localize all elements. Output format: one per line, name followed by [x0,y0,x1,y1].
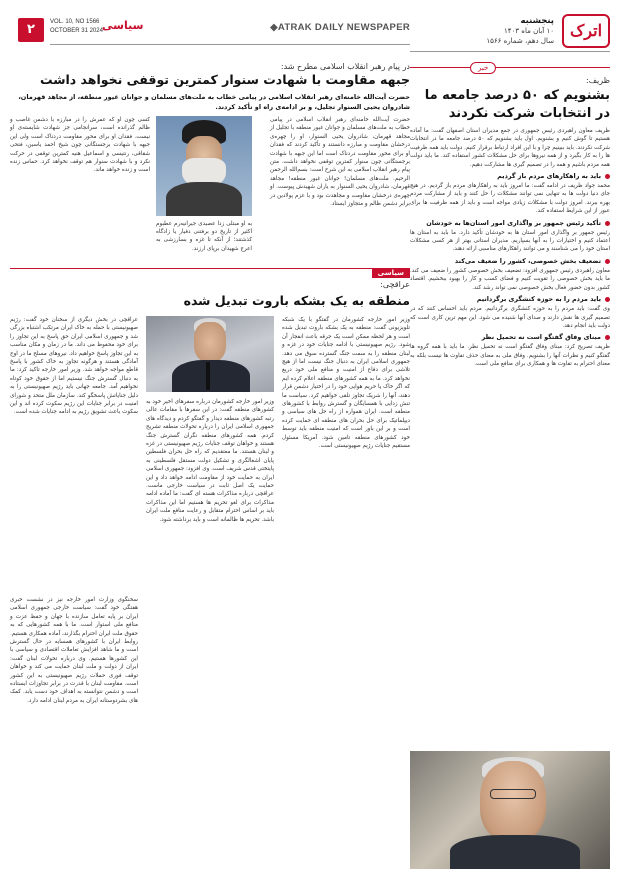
article-column: وزیر امور خارجه کشورمان درباره سفرهای اخیر خود به کشورهای منطقه گفت: در این سفرها با مقامات عالی رتبه کشورهای منطقه دیدار و گفتگو کردم و دیدگاه های جمهوری اسلامی ایران را درباره تحولات منطقه تشریح کردم. همه کشورهای منطقه نگران گسترش جنگ هستند و خواهان توقف جنایات رژیم صهیونیستی در غزه و لبنان هستند. ما معتقدیم که راه حل بحران فلسطین پایان اشغالگری و تشکیل دولت مستقل فلسطینی به پایتختی قدس شریف است. وی افزود: جمهوری اسلامی ایران به حمایت خود از مقاومت ادامه خواهد داد و این حمایت یک اصل ثابت در سیاست خارجی ماست. عراقچی درباره مذاکرات هسته ای گفت: ما آماده ادامه مذاکرات برای لغو تحریم ها هستیم اما این مذاکرات باید بر اساس احترام متقابل و رعایت منافع ملت ایران باشد. تحریم ها ظالمانه است و باید برداشته شود. [146,399,274,523]
article-paragraph: ظریف تصریح کرد: مبنای وفاق گفتگو است نه تحمیل نظر. ما باید با همه گروه ها گفتگو کنیم و نظرات آنها را بشنویم. وفاق ملی به معنای حذف تفاوت ها نیست بلکه به معنای احترام به تفاوت ها و همکاری برای منافع ملی است. [410,344,610,368]
weekday: پنجشنبه [520,16,554,26]
page-number: ۲ [18,18,44,42]
news-badge: خبر [470,62,496,74]
article-subhead: باید به راهکارهای مردم باز گردیم [410,172,610,180]
article-paragraph: ظریف معاون راهبردی رئیس جمهوری در جمع مدیران استان اصفهان گفت: ما آماده هستیم تا گوش کنیم و بشنویم. اول باید بشنویم که ۵۰ درصد جامعه ما در انتخابات شرکت نکردند. باید ببینیم چرا و با این افراد ارتباط برقرار کنیم. دولت باید همه ظرفیت ها را به کار بگیرد و از همه نیروها برای حل مشکلات کشور استفاده کند. ما باید دولت همه مردم باشیم و همه را در تصمیم گیری ها مشارکت دهیم. [410,128,610,168]
header-left [10,14,410,52]
article-column: کسی چون او که عمرش را در مبارزه با دشمن غاصب و ظالم گذرانده است، سرانجامی جز شهادت شایسته‌ی او نیست. فقدان او برای محور مقاومت دردناک است ولی این جبهه با شهادت برجستگانی چون شیخ احمد یاسین، فتحی شقاقی، رنتیسی و اسماعیل هنیه کمترین توقفی در حرکت نکرد و با شهادت سنوار هم توقف نخواهد کرد. حماس زنده است و زنده خواهد ماند. [10,117,150,174]
date-info [486,16,554,46]
atrak-logo: اترک [562,14,610,48]
article-subhead: تضعیف بخش خصوصی، کشور را ضعیف می‌کند [410,257,610,265]
photo-robe [166,182,242,216]
article-paragraph: محمد جواد ظریف در ادامه گفت: ما امروز باید به راهکارهای مردم باز گردیم. در هیچ جای دنیا دولت ها به تنهایی نمی توانند مشکلات را حل کنند و باید از مشارکت مردم بهره ببرند. امروز دولت با مشکلات زیادی مواجه است و باید از همه ظرفیت ها برای عبور از این شرایط استفاده کند. [410,183,610,215]
leader-photo [156,116,252,216]
volume-info [50,18,103,36]
issue-number: سال دهم، شماره ۱۵۶۶ [486,37,554,45]
microphone-icon [206,362,210,390]
issue-date-en: OCTOBER 31 2024 [50,28,103,34]
photo-suit [172,360,250,392]
article-title: بشنویم که ۵۰ درصد جامعه ما در انتخابات شرکت نکردند [424,88,610,121]
politics-section-bar [10,268,410,278]
article-title: منطقه به یک بشکه باروت تبدیل شده [183,293,410,308]
section-title: سیاسی [102,19,144,32]
persian-date: ۱۰ آبان ماه ۱۴۰۳ [504,27,554,35]
header-rule [50,44,410,45]
photo-suit [450,835,580,869]
article-lead: حضرت آیت‌الله خامنه‌ای رهبر انقلاب اسلامی در پیامی خطاب به ملت‌های مسلمان و جوانان غیور منطقه، از مجاهد قهرمان، شادروان یحیی السنوار تجلیل، و بر ادامه‌ی راه او تأکید کردند. [18,93,410,111]
article-paragraph: رئیس جمهور بر واگذاری امور استان ها به خودشان تأکید دارد. ما باید به استان ها اعتماد کنیم و اختیارات را به آنها بسپاریم. مدیران استانی بهتر از هر کسی مشکلات استان خود را می شناسند و می توانند راهکارهای مناسبی ارائه دهند. [410,229,610,253]
article-subhead: مبنای وفاق گفتگو است نه تحمیل نظر [410,333,610,341]
article-kicker: ظریف: [586,76,610,85]
article-kicker: در پیام رهبر انقلاب اسلامی مطرح شد: [280,62,410,71]
article-body [10,116,410,260]
article-column: حضرت آیت‌الله خامنه‌ای رهبر انقلاب اسلامی در پیامی خطاب به ملت‌های مسلمان و جوانان غیور منطقه با تجلیل از مجاهد قهرمان، شادروان یحیی السنوار، او را چهره‌ی درخشان مقاومت و مبارزه دانستند و تأکید کردند که فقدان او برای محور مقاومت دردناک است اما این جبهه با شهادت برجستگانی چون سنوار کمترین توقفی نخواهد داشت. متن پیام رهبر انقلاب اسلامی به این شرح است: بسم‌الله الرحمن الرحیم. ملت‌های مسلمان! جوانان غیور منطقه! مجاهد قهرمان، شادروان یحیی السنوار به یاران شهیدش پیوست. او چهره‌ی درخشان مقاومت و مجاهدت بود و با عزم پولادین در برابر دشمن ظالم و متجاوز ایستاد. [270,117,410,208]
article-column: سخنگوی وزارت امور خارجه نیز در نشست خبری هفتگی خود گفت: سیاست خارجی جمهوری اسلامی ایران بر پایه تعامل سازنده با جهان و حفظ عزت و منافع ملی استوار است. ما با همه کشورهایی که به حقوق ملت ایران احترام بگذارند، آماده همکاری هستیم. روابط ایران با کشورهای همسایه در حال گسترش است و ما شاهد افزایش تعاملات اقتصادی و سیاسی با این کشورها هستیم. وی درباره تحولات لبنان گفت: ایران از دولت و ملت لبنان حمایت می کند و خواهان توقف فوری حملات رژیم صهیونیستی به این کشور است. مقاومت لبنان با قدرت در برابر تجاوزات ایستاده است و دشمن نتوانسته به اهداف خود دست یابد. کمک های بشردوستانه ایران به مردم لبنان ادامه دارد. [10,597,138,704]
header-right [410,14,610,52]
photo-glasses [490,789,536,799]
photo-face [480,761,546,841]
volume-line: VOL. 10, NO 1566 [50,19,100,25]
article-column: عراقچی در بخش دیگری از سخنان خود گفت: رژیم صهیونیستی با حمله به خاک ایران مرتکب اشتباه بزرگی شد و جمهوری اسلامی ایران حق پاسخ به این تجاوز را برای خود محفوظ می داند. ما در زمان و مکان مناسب به این تجاوز پاسخ خواهیم داد. نیروهای مسلح ما در اوج آمادگی هستند و هرگونه تجاوز به خاک کشور با پاسخ قاطع مواجه خواهد شد. وزیر امور خارجه تاکید کرد: ما به دنبال گسترش جنگ نیستیم اما از حقوق خود کوتاه نخواهیم آمد. جامعه جهانی باید رژیم صهیونیستی را به دلیل جنایاتش پاسخگو کند. سازمان ملل متحد و شورای امنیت در برابر جنایات این رژیم سکوت کرده اند و این سکوت باعث تشویق رژیم به ادامه جنایات شده است. [10,317,138,416]
photo-caption: به او مبتلی زدا عصیدی جیرانیه‌رم عطبوم اکثیر از تاریخ دو برفتنی دفیار یا زادگاه کذشتند؛ از آنکه تا غزه و بسارزشی به اعرج شهیدان برپای ارزند. [156,221,252,252]
article-paragraph: وی گفت: باید مردم را به حوزه کنشگری برگردانیم. مردم باید احساس کنند که در تصمیم گیری ها نقش دارند و صدای آنها شنیده می شود. این مهم ترین کاری است که دولت باید انجام دهد. [410,306,610,329]
article-subhead: تأکید رئیس جمهور بر واگذاری امور استان‌ها به خودشان [410,219,610,227]
leader-message-article [10,62,410,260]
right-column-article [410,62,610,369]
article-subhead: باید مردم را به حوزه کنشگری برگردانیم [410,295,610,303]
article-title: جبهه مقاومت با شهادت سنوار کمترین توقفی نخواهد داشت [39,72,410,87]
photo-face [194,322,226,362]
article-paragraph: معاون راهبردی رئیس جمهوری افزود: تضعیف بخش خصوصی کشور را ضعیف می کند. ما باید بخش خصوصی را تقویت کنیم و فضای کسب و کار را بهبود ببخشیم. اقتصاد کشور بدون حضور فعال بخش خصوصی نمی تواند رشد کند. [410,267,610,291]
page-header [10,14,610,52]
araghchi-photo [146,316,274,392]
zarif-photo [410,751,610,869]
article-column: وزیر امور خارجه کشورمان در گفتگو با یک شبکه تلویزیونی گفت: منطقه به یک بشکه باروت تبدیل شده است و هر لحظه ممکن است یک جرقه باعث انفجار آن شود. رژیم صهیونیستی با ادامه جنایات خود در غزه و لبنان منطقه را به سمت جنگ گسترده سوق می دهد. جمهوری اسلامی ایران به دنبال جنگ نیست اما از هیچ تلاشی برای دفاع از امنیت و منافع ملی خود دریغ نخواهد کرد. ما به همه کشورهای منطقه اعلام کرده ایم که اگر خاک یا حریم هوایی خود را در اختیار دشمن قرار دهند، آنها را شریک تجاوز تلقی خواهیم کرد. سیاست ما تنش زدایی با همسایگان و گسترش روابط با کشورهای منطقه است. ایران همواره از راه حل های سیاسی و دیپلماتیک برای حل بحران های منطقه ای حمایت کرده است و بر این باور است که امنیت منطقه باید توسط خود کشورهای منطقه تامین شود. آمریکا مسئول مستقیم جنایات رژیم صهیونیستی است. [282,317,410,450]
article-kicker: عراقچی: [380,280,410,289]
section-label: سیاسی [372,268,410,278]
araghchi-article-body [10,316,410,876]
newspaper-name-en: ◆ATRAK DAILY NEWSPAPER [270,22,410,33]
right-column-rule [410,67,610,68]
